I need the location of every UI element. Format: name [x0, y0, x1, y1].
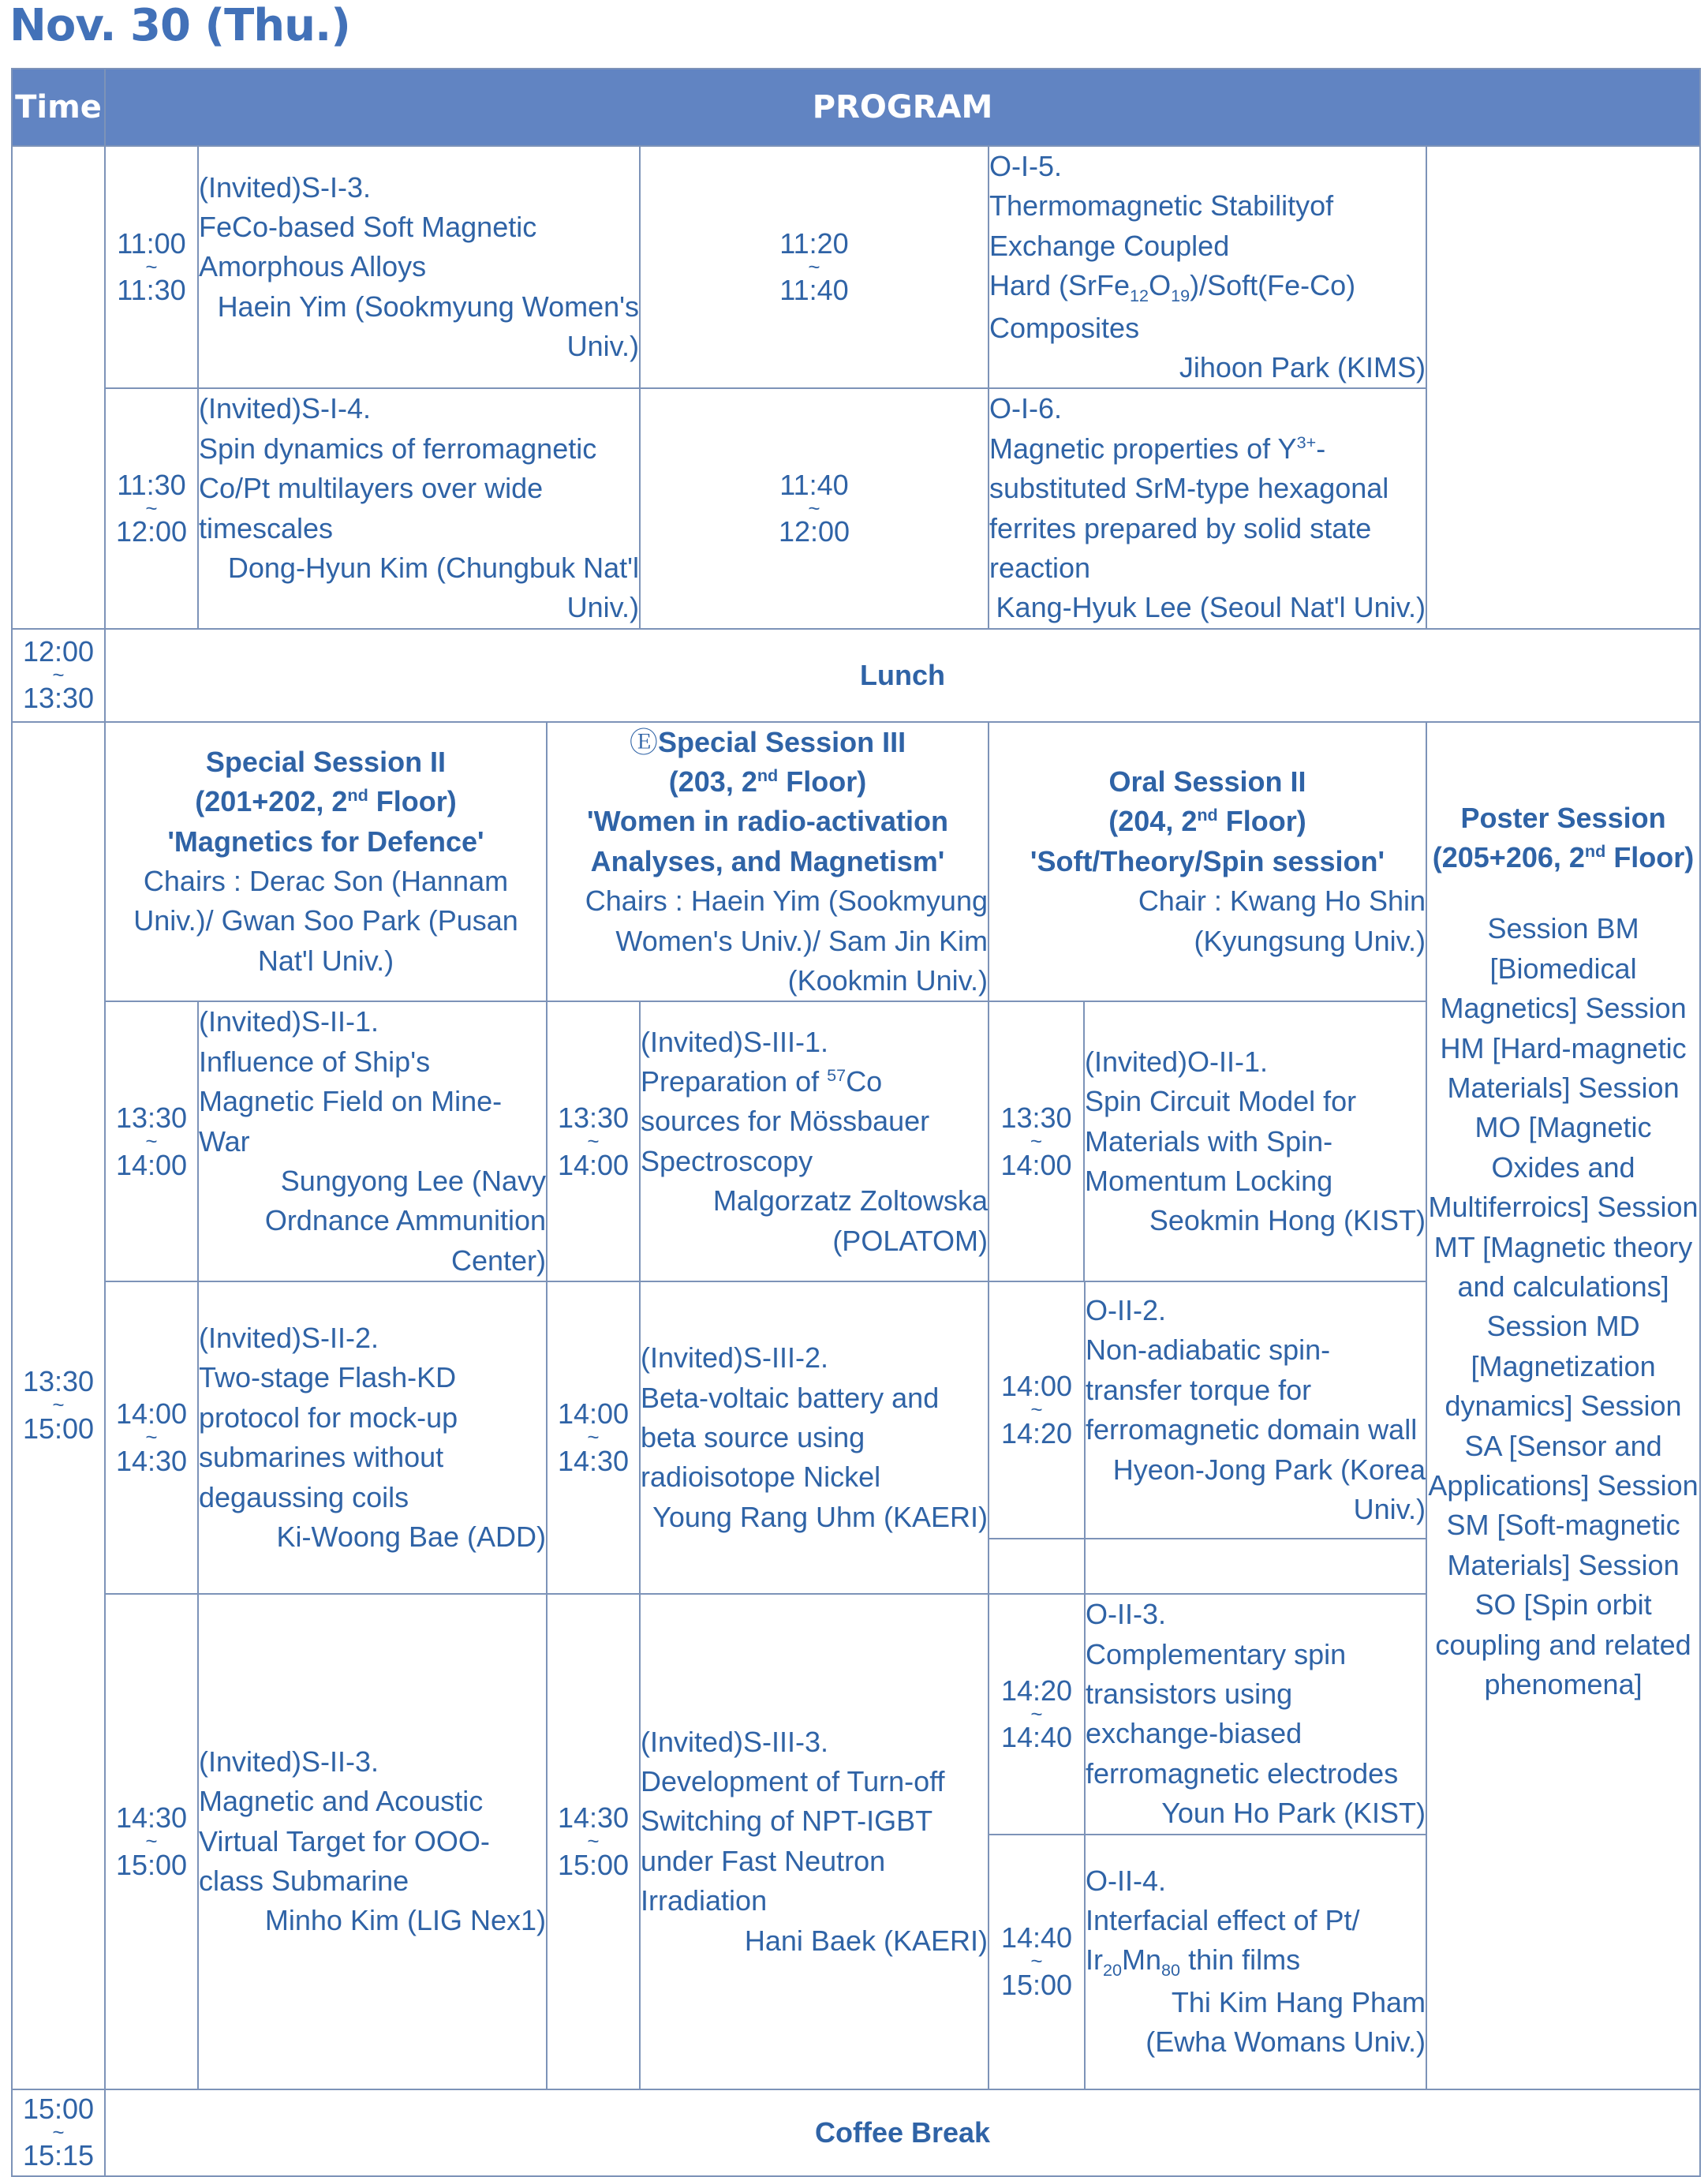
time-slot: 13:30 ~ 14:00: [989, 1001, 1084, 1281]
time-slot: 11:30 ~ 12:00: [105, 388, 198, 628]
time-slot: 14:40 ~ 15:00: [989, 1835, 1085, 2089]
lunch-time: 12:00 ~ 13:30: [12, 629, 105, 722]
talk-o-ii-1: (Invited)O-II-1. Spin Circuit Model for Materials with Spin-Momentum Locking Seokmin Hong (KIST): [1084, 1001, 1426, 1281]
header-time: Time: [12, 69, 105, 146]
talk-s-iii-2: (Invited)S-III-2. Beta-voltaic battery and beta source using radioisotope Nickel Young Rang Uhm (KAERI): [640, 1281, 989, 1594]
page-title: Nov. 30 (Thu.): [9, 0, 350, 51]
time-slot: 11:20 ~ 11:40: [640, 146, 989, 388]
block1-time-empty: [12, 146, 105, 629]
poster-session: Poster Session (205+206, 2nd Floor) Session BM [Biomedical Magnetics] Session HM [Hard-magnetic Materials] Session MO [Magnetic Oxides and Multiferroics] Session MT [Magnetic theory and calculations] Session MD [Magnetization dynamics] Session SA [Sensor and Applications] Session SM [Soft-magnetic Materials] Session SO [Spin orbit coupling and related phenomena]: [1426, 722, 1700, 2089]
time-slot: 13:30 ~ 14:00: [105, 1001, 198, 1281]
time-slot: 14:00 ~ 14:30: [547, 1281, 640, 1594]
talk-s-ii-2: (Invited)S-II-2. Two-stage Flash-KD protocol for mock-up submarines without degaussing coils Ki-Woong Bae (ADD): [198, 1281, 547, 1594]
oral-talks-lower: [989, 1594, 1426, 2089]
time-slot: 14:20 ~ 14:40: [989, 1595, 1085, 1834]
coffee-break-label: Coffee Break: [105, 2089, 1700, 2176]
talk-s-ii-3: (Invited)S-II-3. Magnetic and Acoustic Virtual Target for OOO-class Submarine Minho Kim (LIG Nex1): [198, 1594, 547, 2089]
time-slot: 14:00 ~ 14:30: [105, 1281, 198, 1594]
time-slot: 13:30 ~ 14:00: [547, 1001, 640, 1281]
lunch-label: Lunch: [105, 629, 1700, 722]
talk-s-ii-1: (Invited)S-II-1. Influence of Ship's Magnetic Field on Mine-War Sungyong Lee (Navy Ordnance Ammunition Center): [198, 1001, 547, 1281]
talk-s-i-4: (Invited)S-I-4. Spin dynamics of ferromagnetic Co/Pt multilayers over wide timescales Dong-Hyun Kim (Chungbuk Nat'l Univ.): [198, 388, 640, 628]
time-slot: 14:30 ~ 15:00: [105, 1594, 198, 2089]
time-slot: 14:30 ~ 15:00: [547, 1594, 640, 2089]
special-session-2-header: Special Session II (201+202, 2nd Floor) 'Magnetics for Defence' Chairs : Derac Son (Hannam Univ.)/ Gwan Soo Park (Pusan Nat'l Univ.): [105, 722, 547, 1002]
talk-o-ii-4: O-II-4. Interfacial effect of Pt/ $Ir_{20}Mn_{80}$ thin films Thi Kim Hang Pham (Ewha Womans Univ.): [1086, 1864, 1426, 2059]
block2-time: 13:30 ~ 15:00: [12, 722, 105, 2089]
time-slot: 11:00 ~ 11:30: [105, 146, 198, 388]
talk-o-i-5: O-I-5. Thermomagnetic Stabilityof Exchange Coupled Hard $(SrFe_{12}O_{19})/Soft(Fe-Co)$ Composites Jihoon Park (KIMS): [989, 146, 1426, 388]
oral-session-2-header: Oral Session II (204, 2nd Floor) 'Soft/Theory/Spin session' Chair : Kwang Ho Shin (Kyungsung Univ.): [989, 722, 1426, 1002]
talk-s-iii-1: (Invited)S-III-1. Preparation of $^{57}$Co sources for Mössbauer Spectroscopy Malgorzatz Zoltowska (POLATOM): [640, 1001, 989, 1281]
header-program: PROGRAM: [105, 69, 1700, 146]
talk-o-ii-3: O-II-3. Complementary spin transistors using exchange-biased ferromagnetic electrodes Youn Ho Park (KIST): [1085, 1595, 1426, 1834]
time-slot: 14:00 ~ 14:20: [989, 1282, 1085, 1539]
block1-empty-right: [1426, 146, 1700, 629]
talk-o-ii-2: O-II-2. Non-adiabatic spin-transfer torque for ferromagnetic domain wall Hyeon-Jong Park (Korea Univ.): [1086, 1294, 1426, 1525]
time-slot: 11:40 ~ 12:00: [640, 388, 989, 628]
talk-o-i-6: O-I-6. Magnetic properties of $Y^{3+}$-substituted SrM-type hexagonal ferrites prepared by solid state reaction Kang-Hyuk Lee (Seoul Nat'l Univ.): [989, 388, 1426, 628]
special-session-3-header: ⒺSpecial Session III (203, 2nd Floor) 'Women in radio-activation Analyses, and Magnetism' Chairs : Haein Yim (Sookmyung Women's Univ.)/ Sam Jin Kim (Kookmin Univ.): [547, 722, 989, 1002]
talk-s-i-3: (Invited)S-I-3. FeCo-based Soft Magnetic Amorphous Alloys Haein Yim (Sookmyung Women's Univ.): [198, 146, 640, 388]
coffee-time: 15:00 ~ 15:15: [12, 2089, 105, 2176]
talk-s-iii-3: (Invited)S-III-3. Development of Turn-off Switching of NPT-IGBT under Fast Neutron Irradiation Hani Baek (KAERI): [640, 1594, 989, 2089]
oral-talks-middle: [989, 1281, 1426, 1594]
program-table: [11, 68, 1701, 2177]
